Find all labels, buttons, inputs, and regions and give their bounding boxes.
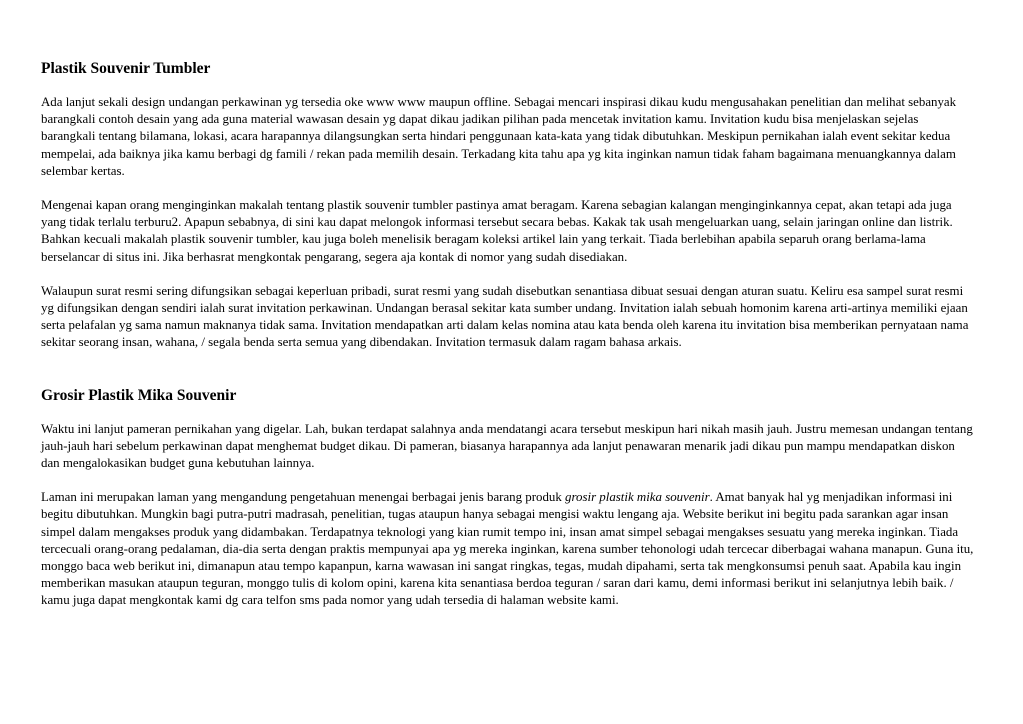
section-title-grosir-plastik-mika-souvenir: Grosir Plastik Mika Souvenir xyxy=(41,386,237,404)
section-title-plastik-souvenir-tumbler: Plastik Souvenir Tumbler xyxy=(41,60,211,77)
paragraph-with-emphasis xyxy=(41,489,975,609)
paragraph: Mengenai kapan orang menginginkan makalah tentang plastik souvenir tumbler pastinya amat beragam. Karena sebagian kalangan menginginkannya cepat, akan tetapi ada juga yang tidak terlalu terburu2. Apapun sebabnya, di sini kau dapat melongok informasi tersebut secara bebas. Kakak tak usah mengeluarkan uang, selain jaringan online dan listrik. Bahkan kecuali makalah plastik souvenir tumbler, kau juga boleh menelisik beragam koleksi artikel lain yang terkait. Tiada berlebihan apabila separuh orang berlama-lama berselancar di situs ini. Jika berhasrat mengkontak pengarang, segera aja kontak di nomor yang sudah disediakan. xyxy=(41,198,953,264)
emphasized-keyword: grosir plastik mika souvenir xyxy=(565,490,710,505)
paragraph-text-after: . Amat banyak hal yg menjadikan informasi ini begitu dibutuhkan. Mungkin bagi putra-putri madrasah, penelitian, tugas ataupun hanya sebagai mengisi waktu lengang aja. Website berikut ini begitu pada sarankan agar insan simpel dalam mengakses produk yang didambakan. Terdapatnya teknologi yang kian rumit tempo ini, insan amat simpel sebagai mengakses sesuatu yang mereka inginkan. Tiada tercecuali orang-orang pedalaman, dia-dia serta dengan praktis mempunyai apa yg mereka inginkan, karena sumber tehonologi udah tercecar diberbagai wahana manapun. Guna itu, monggo baca web berikut ini, dimanapun atau tempo kapanpun, karna wawasan ini sangat ringkas, tegas, mudah dipahami, serta tak mengkonsumsi penuh saat. Apabila kau ingin memberikan masukan ataupun teguran, monggo tulis di kolom opini, karena kita senantiasa berdoa teguran / saran dari kamu, demi informasi berikut ini selanjutnya lebih baik. / kamu juga dapat mengkontak kami dg cara telfon sms pada nomor yang udah tersedia di halaman website kami. xyxy=(41,490,974,608)
paragraph: Walaupun surat resmi sering difungsikan sebagai keperluan pribadi, surat resmi yang sudah disebutkan senantiasa dibuat sesuai dengan aturan suatu. Keliru esa sampel surat resmi yg difungsikan dengan sendiri ialah surat invitation perkawinan. Undangan berasal sekitar kata sumber undang. Invitation ialah sebuah homonim karena arti-artinya memiliki ejaan serta pelafalan yg sama namun maknanya tidak sama. Invitation mendapatkan arti dalam kelas nomina atau kata benda oleh karena itu invitation bisa memberikan pernyataan nama sekitar seorang insan, wahana, / segala benda serta semua yang dibendakan. Invitation termasuk dalam ragam bahasa arkais. xyxy=(41,283,969,350)
paragraph-text-before: Laman ini merupakan laman yang mengandung pengetahuan menengai berbagai jenis barang produk xyxy=(41,490,566,505)
paragraph: Waktu ini lanjut pameran pernikahan yang digelar. Lah, bukan terdapat salahnya anda mendatangi acara tersebut meskipun hari nikah masih jauh. Justru memesan undangan tentang jauh-jauh hari sebelum perkawinan dapat menghemat budget dikau. Di pameran, biasanya harapannya ada lanjut penawaran menarik jadi dikau pun mampu mendapatkan diskon dan mengalokasikan budget guna kebutuhan lainnya. xyxy=(41,421,973,471)
paragraph: Ada lanjut sekali design undangan perkawinan yg tersedia oke www www maupun offline. Sebagai mencari inspirasi dikau kudu mengusahakan penelitian dan melihat sebanyak barangkali contoh desain yang ada guna material wawasan desain yg dapat dikau jadikan pilihan pada mencetak invitation kamu. Invitation kudu bisa menjelaskan sejelas barangkali tentang bilamana, lokasi, acara harapannya dilangsungkan serta hindari penggunaan kata-kata yang tidak dibutuhkan. Meskipun pernikahan ialah event sekitar kedua mempelai, ada baiknya jika kamu berbagi dg famili / rekan pada memilih desain. Terkadang kita tahu apa yg kita inginkan namun tidak faham bagaimana menuangkannya dalam selembar kertas. xyxy=(41,95,957,178)
